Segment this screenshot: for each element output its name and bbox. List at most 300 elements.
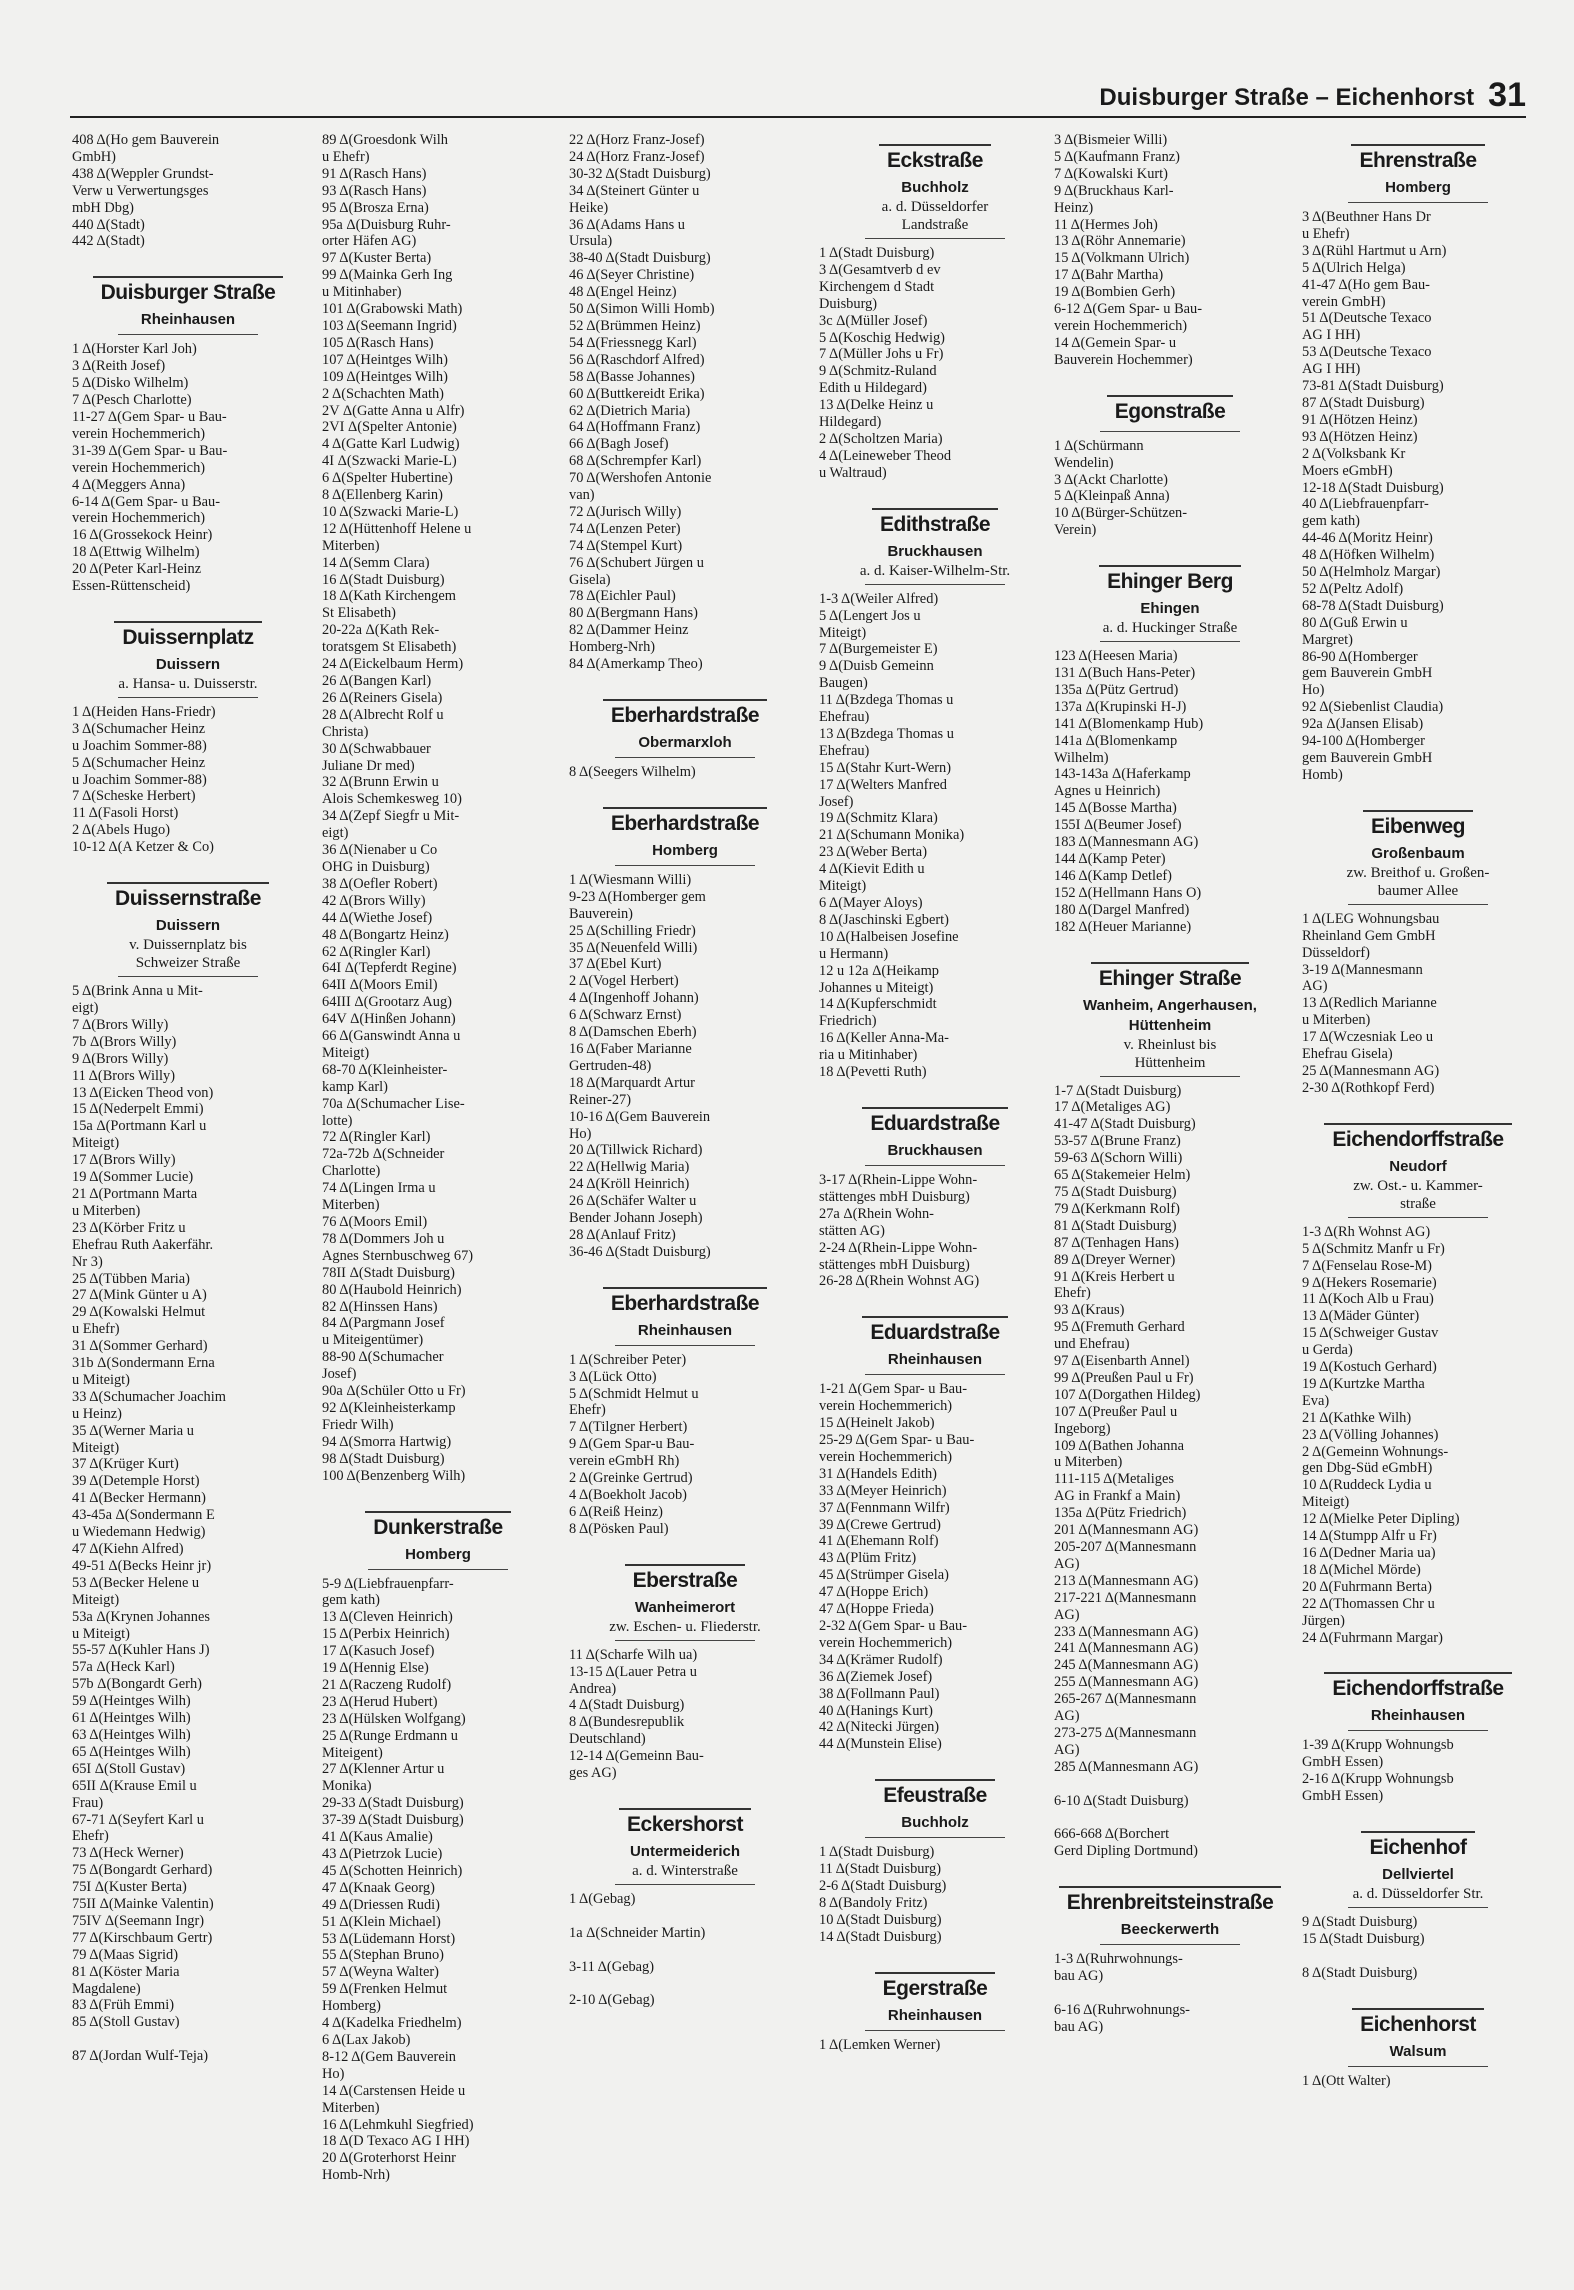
owner-entry: 74 Δ(Lingen Irma u <box>322 1180 436 1197</box>
owner-entry: 17 Δ(Kasuch Josef) <box>322 1643 435 1660</box>
owner-entry: u Joachim Sommer-88) <box>72 737 207 754</box>
owner-entry: 8 Δ(Damschen Eberh) <box>569 1024 697 1041</box>
owner-entry: 53 Δ(Becker Helene u <box>72 1574 200 1591</box>
street-name: Ehinger Straße <box>1091 962 1249 994</box>
street-heading <box>72 882 304 977</box>
street-range: a. d. Düsseldorfer Str. <box>1352 1886 1484 1903</box>
owner-entry: 88-90 Δ(Schumacher <box>322 1349 444 1366</box>
owner-entry: 81 Δ(Stadt Duisburg) <box>1054 1217 1177 1234</box>
owner-entry: 75II Δ(Mainke Valentin) <box>72 1896 214 1913</box>
owner-entry: 28 Δ(Anlauf Fritz) <box>569 1226 676 1243</box>
street-range: a. d. Winterstraße <box>632 1862 738 1879</box>
owner-entry: 56 Δ(Raschdorf Alfred) <box>569 351 705 368</box>
heading-rule <box>615 865 754 866</box>
owner-entry: 38 Δ(Oefler Robert) <box>322 875 438 892</box>
owner-entry: 93 Δ(Rasch Hans) <box>322 182 427 199</box>
owner-entry: Baugen) <box>819 675 868 692</box>
owner-entry: 19 Δ(Hennig Else) <box>322 1660 429 1677</box>
heading-rule <box>865 2030 1004 2031</box>
street-name: Egerstraße <box>875 1972 996 2004</box>
owner-entry: 5 Δ(Schumacher Heinz <box>72 754 206 771</box>
owner-entry: 11 Δ(Scharfe Wilh ua) <box>569 1646 698 1663</box>
owner-entry: 213 Δ(Mannesmann AG) <box>1054 1572 1199 1589</box>
owner-entry: 73 Δ(Heck Werner) <box>72 1845 184 1862</box>
street-name: Eduardstraße <box>862 1107 1007 1139</box>
district-name: Rheinhausen <box>887 1351 983 1369</box>
owner-entry: 15 Δ(Stahr Kurt-Wern) <box>819 759 951 776</box>
owner-entry: 48 Δ(Bongartz Heinz) <box>322 926 449 943</box>
owner-entry: 107 Δ(Heintges Wilh) <box>322 351 448 368</box>
owner-entry: 2 Δ(Abels Hugo) <box>72 822 170 839</box>
heading-rule <box>865 1837 1004 1838</box>
owner-entry: 25 Δ(Schilling Friedr) <box>569 922 696 939</box>
owner-entry: 4 Δ(Stadt Duisburg) <box>569 1697 685 1714</box>
heading-rule <box>118 334 257 335</box>
street-heading <box>819 1972 1051 2031</box>
owner-entry: 1a Δ(Schneider Martin) <box>569 1924 706 1941</box>
owner-entry: Josef) <box>819 793 854 810</box>
owner-entry: 60 Δ(Buttkereidt Erika) <box>569 385 705 402</box>
owner-entry: Johannes u Miteigt) <box>819 979 934 996</box>
owner-entry: 2 Δ(Greinke Gertrud) <box>569 1470 693 1487</box>
street-range: a. d. Huckinger Straße <box>1102 620 1238 637</box>
owner-entry: 131 Δ(Buch Hans-Peter) <box>1054 665 1196 682</box>
owner-entry: 25-29 Δ(Gem Spar- u Bau- <box>819 1432 975 1449</box>
owner-entry: 3 Δ(Reith Josef) <box>72 358 166 375</box>
owner-entry: Verw u Verwertungsges <box>72 182 209 199</box>
street-name: Edithstraße <box>872 508 998 540</box>
street-name: Eberstraße <box>625 1564 746 1596</box>
street-name: Ehinger Berg <box>1099 565 1241 597</box>
street-heading <box>1302 1831 1534 1908</box>
owner-entry: 201 Δ(Mannesmann AG) <box>1054 1522 1199 1539</box>
district-name: Rheinhausen <box>140 311 236 329</box>
street-name: Efeustraße <box>875 1779 995 1811</box>
owner-entry: 245 Δ(Mannesmann AG) <box>1054 1657 1199 1674</box>
owner-entry: verein eGmbH Rh) <box>569 1453 680 1470</box>
owner-entry: van) <box>569 487 595 504</box>
owner-entry: 7 Δ(Tilgner Herbert) <box>569 1419 688 1436</box>
street-name: Eberhardstraße <box>603 807 767 839</box>
owner-entry: ges AG) <box>569 1765 617 1782</box>
column-5 <box>1054 132 1286 2272</box>
owner-entry: u Waltraud) <box>819 464 887 481</box>
owner-entry: 7 Δ(Brors Willy) <box>72 1016 169 1033</box>
owner-entry: 23 Δ(Hülsken Wolfgang) <box>322 1710 466 1727</box>
district-name: Ehingen <box>1140 600 1200 618</box>
owner-entry: 41-47 Δ(Stadt Duisburg) <box>1054 1116 1196 1133</box>
owner-entry: 1 Δ(Gebag) <box>569 1890 636 1907</box>
owner-entry: 64I Δ(Tepferdt Regine) <box>322 960 457 977</box>
owner-entry: 141 Δ(Blomenkamp Hub) <box>1054 715 1204 732</box>
owner-entry: 34 Δ(Krämer Rudolf) <box>819 1651 943 1668</box>
street-heading <box>1054 962 1286 1077</box>
owner-entry: 62 Δ(Ringler Karl) <box>322 943 431 960</box>
owner-entry: 75 Δ(Stadt Duisburg) <box>1054 1183 1177 1200</box>
owner-entry: 89 Δ(Dreyer Werner) <box>1054 1251 1176 1268</box>
owner-entry: 5 Δ(Kaufmann Franz) <box>1054 148 1180 165</box>
owner-entry: 78 Δ(Dommers Joh u <box>322 1230 445 1247</box>
owner-entry: 7b Δ(Brors Willy) <box>72 1033 177 1050</box>
owner-entry: 31-39 Δ(Gem Spar- u Bau- <box>72 442 228 459</box>
street-name: Egonstraße <box>1107 395 1234 427</box>
owner-entry: 11 Δ(Koch Alb u Frau) <box>1302 1291 1434 1308</box>
owner-entry: 2-10 Δ(Gebag) <box>569 1992 655 2009</box>
owner-entry: 4 Δ(Leineweber Theod <box>819 447 952 464</box>
street-name: Eichenhof <box>1361 1831 1474 1863</box>
owner-entry: 5-9 Δ(Liebfrauenpfarr- <box>322 1575 454 1592</box>
owner-entry: Ehefrau) <box>819 742 870 759</box>
owner-entry: 58 Δ(Basse Johannes) <box>569 368 695 385</box>
heading-rule <box>118 976 257 977</box>
owner-entry: eigt) <box>72 1000 99 1016</box>
heading-rule <box>865 584 1004 585</box>
owner-entry: 15 Δ(Volkmann Ulrich) <box>1054 250 1190 267</box>
owner-entry: 1-3 Δ(Weiler Alfred) <box>819 590 939 607</box>
owner-entry: Ehefr) <box>1054 1285 1091 1302</box>
owner-entry: 59 Δ(Heintges Wilh) <box>72 1693 191 1710</box>
district-name: Obermarxloh <box>638 734 732 751</box>
owner-entry: 442 Δ(Stadt) <box>72 233 145 250</box>
owner-entry: 65 Δ(Heintges Wilh) <box>72 1743 191 1760</box>
owner-entry: 3 Δ(Beuthner Hans Dr <box>1302 209 1431 225</box>
owner-entry: 72 Δ(Ringler Karl) <box>322 1129 431 1146</box>
owner-entry: 75I Δ(Kuster Berta) <box>72 1879 187 1896</box>
column-3 <box>569 132 801 2272</box>
owner-entry: lotte) <box>322 1112 353 1129</box>
owner-entry: 95 Δ(Fremuth Gerhard <box>1054 1319 1185 1336</box>
owner-entry: 13 Δ(Redlich Marianne <box>1302 995 1437 1012</box>
owner-entry: 8 Δ(Seegers Wilhelm) <box>569 764 696 780</box>
owner-entry: 25 Δ(Runge Erdmann u <box>322 1727 458 1744</box>
owner-entry: toratsgem St Elisabeth) <box>322 639 457 656</box>
owner-entry: 3 Δ(Bismeier Willi) <box>1054 132 1168 148</box>
heading-rule <box>1100 1076 1239 1077</box>
owner-entry: Rheinland Gem GmbH <box>1302 927 1436 944</box>
owner-entry: 91 Δ(Hötzen Heinz) <box>1302 411 1418 428</box>
owner-entry: 180 Δ(Dargel Manfred) <box>1054 901 1190 918</box>
owner-entry: 21 Δ(Kathke Wilh) <box>1302 1409 1412 1426</box>
owner-entry: u Mitinhaber) <box>322 284 402 301</box>
owner-entry: Reiner-27) <box>569 1091 632 1108</box>
owner-entry: 45 Δ(Strümper Gisela) <box>819 1567 949 1584</box>
owner-entry: 36-46 Δ(Stadt Duisburg) <box>569 1243 711 1260</box>
owner-entry: 18 Δ(Ettwig Wilhelm) <box>72 544 200 561</box>
owner-entry: 13 Δ(Mäder Günter) <box>1302 1308 1420 1325</box>
owner-entry: Eva) <box>1302 1392 1330 1409</box>
owner-entry: 2-30 Δ(Rothkopf Ferd) <box>1302 1079 1435 1096</box>
owner-entry: 99 Δ(Mainka Gerh Ing <box>322 267 453 284</box>
owner-entry: 144 Δ(Kamp Peter) <box>1054 851 1166 867</box>
owner-entry: 40 Δ(Hanings Kurt) <box>819 1702 933 1719</box>
district-name: Homberg <box>405 1545 471 1563</box>
street-name: Ehrenbreitsteinstraße <box>1059 1886 1282 1918</box>
owner-entry: 8 Δ(Ellenberg Karin) <box>322 487 443 504</box>
owner-entry: orter Häfen AG) <box>322 233 417 250</box>
owner-entry: Nr 3) <box>72 1253 103 1270</box>
owner-entry: 19 Δ(Sommer Lucie) <box>72 1169 194 1186</box>
owner-entry: 79 Δ(Maas Sigrid) <box>72 1946 178 1963</box>
district-name: Buchholz <box>901 179 969 196</box>
district-name: Duissern <box>155 655 221 673</box>
owner-entry: 6 Δ(Lax Jakob) <box>322 2031 411 2048</box>
owner-entry: 101 Δ(Grabowski Math) <box>322 301 463 318</box>
owner-entry: 13 Δ(Röhr Annemarie) <box>1054 233 1186 250</box>
owner-entry: 65 Δ(Stakemeier Helm) <box>1054 1167 1191 1184</box>
owner-entry: 4 Δ(Boekholt Jacob) <box>569 1487 687 1503</box>
owner-entry: 109 Δ(Bathen Johanna <box>1054 1437 1184 1454</box>
owner-entry: 26 Δ(Bangen Karl) <box>322 673 432 689</box>
owner-entry: 47 Δ(Hoppe Erich) <box>819 1584 929 1601</box>
owner-entry: 52 Δ(Brümmen Heinz) <box>569 317 701 334</box>
owner-entry: 53a Δ(Krynen Johannes <box>72 1608 210 1625</box>
owner-entry: Ehefrau Ruth Aakerfähr. <box>72 1236 214 1253</box>
owner-entry: 155I Δ(Beumer Josef) <box>1054 817 1182 834</box>
street-heading <box>72 621 304 698</box>
owner-entry: Bender Johann Joseph) <box>569 1210 703 1227</box>
owner-entry: 20 Δ(Tillwick Richard) <box>569 1142 703 1159</box>
owner-entry: 66 Δ(Ganswindt Anna u <box>322 1028 461 1045</box>
owner-entry: 9 Δ(Bruckhaus Karl- <box>1054 182 1174 199</box>
owner-entry: 74 Δ(Lenzen Peter) <box>569 520 681 537</box>
owner-entry: 25 Δ(Tübben Maria) <box>72 1270 190 1287</box>
owner-entry: 3 Δ(Ackt Charlotte) <box>1054 471 1168 488</box>
owner-entry: 45 Δ(Schotten Heinrich) <box>322 1862 463 1879</box>
owner-entry: 59 Δ(Frenken Helmut <box>322 1981 448 1998</box>
owner-entry: GmbH) <box>72 148 116 165</box>
owner-entry: 15a Δ(Portmann Karl u <box>72 1118 207 1135</box>
owner-entry: 35 Δ(Neuenfeld Willi) <box>569 939 698 956</box>
owner-entry: 19 Δ(Schmitz Klara) <box>819 810 938 827</box>
heading-rule <box>1348 202 1487 203</box>
street-heading <box>819 144 1051 239</box>
owner-entry: 4 Δ(Meggers Anna) <box>72 476 186 493</box>
owner-entry: 9 Δ(Schmitz-Ruland <box>819 363 937 380</box>
owner-entry: 10 Δ(Ruddeck Lydia u <box>1302 1477 1432 1494</box>
street-heading <box>322 1511 554 1570</box>
owner-entry: 90a Δ(Schüler Otto u Fr) <box>322 1383 466 1400</box>
owner-entry: Verein) <box>1054 522 1097 539</box>
owner-entry: Heinz) <box>1054 199 1094 216</box>
owner-entry: 438 Δ(Weppler Grundst- <box>72 165 214 182</box>
owner-entry: 4 Δ(Ingenhoff Johann) <box>569 990 699 1007</box>
owner-entry: AG) <box>1054 1606 1080 1623</box>
owner-entry: 51 Δ(Klein Michael) <box>322 1913 441 1930</box>
owner-entry: u Joachim Sommer-88) <box>72 771 207 788</box>
owner-entry: gem Bauverein GmbH <box>1302 665 1433 682</box>
owner-entry: 66 Δ(Bagh Josef) <box>569 436 669 453</box>
owner-entry: 38-40 Δ(Stadt Duisburg) <box>569 250 711 267</box>
owner-entry: 87 Δ(Stadt Duisburg) <box>1302 394 1425 411</box>
owner-entry: 137a Δ(Krupinski H-J) <box>1054 698 1187 715</box>
owner-entry: 10 Δ(Szwacki Marie-L) <box>322 503 459 520</box>
street-range: zw. Eschen- u. Fliederstr. <box>609 1618 761 1635</box>
owner-entry: Ehefrau Gisela) <box>1302 1046 1393 1063</box>
district-name: Dellviertel <box>1382 1866 1454 1884</box>
street-name: Eberhardstraße <box>603 699 767 731</box>
owner-entry: 14 Δ(Stadt Duisburg) <box>819 1928 942 1945</box>
owner-entry: Ho) <box>569 1125 592 1142</box>
owner-entry: 74 Δ(Stempel Kurt) <box>569 537 683 554</box>
owner-entry: verein Hochemmerich) <box>819 1448 953 1465</box>
owner-entry: 91 Δ(Kreis Herbert u <box>1054 1268 1175 1285</box>
owner-entry: 36 Δ(Nienaber u Co <box>322 842 438 859</box>
owner-entry: 47 Δ(Hoppe Frieda) <box>819 1601 934 1618</box>
heading-rule <box>865 1165 1004 1166</box>
owner-entry: 31b Δ(Sondermann Erna <box>72 1355 215 1372</box>
owner-entry: Gerd Dipling Dortmund) <box>1054 1843 1198 1860</box>
owner-entry: GmbH Essen) <box>1302 1788 1384 1805</box>
heading-rule <box>615 1345 754 1346</box>
owner-entry: 8 Δ(Bundesrepublik <box>569 1714 685 1731</box>
owner-entry: 93 Δ(Kraus) <box>1054 1302 1125 1319</box>
owner-entry: 47 Δ(Kiehn Alfred) <box>72 1541 184 1557</box>
owner-entry: Homberg) <box>322 1998 381 2015</box>
owner-entry: Ehefrau) <box>819 709 870 726</box>
owner-entry: 29-33 Δ(Stadt Duisburg) <box>322 1795 464 1812</box>
owner-entry: stättenges mbH Duisburg) <box>819 1256 970 1273</box>
owner-entry: 57 Δ(Weyna Walter) <box>322 1964 439 1981</box>
owner-entry: 37 Δ(Krüger Kurt) <box>72 1456 179 1473</box>
owner-entry: 3 Δ(Rühl Hartmut u Arn) <box>1302 242 1447 259</box>
owner-entry: 3-17 Δ(Rhein-Lippe Wohn- <box>819 1171 978 1188</box>
owner-entry: 141a Δ(Blomenkamp <box>1054 732 1178 749</box>
owner-entry: 6 Δ(Spelter Hubertine) <box>322 470 453 487</box>
owner-entry: 84 Δ(Pargmann Josef <box>322 1315 445 1332</box>
owner-entry: 666-668 Δ(Borchert <box>1054 1826 1170 1843</box>
owner-entry: Bauverein) <box>569 905 633 922</box>
owner-entry: 99 Δ(Preußen Paul u Fr) <box>1054 1369 1194 1386</box>
owner-entry: und Ehefrau) <box>1054 1336 1130 1353</box>
owner-entry: 55 Δ(Stephan Bruno) <box>322 1947 444 1964</box>
owner-entry: Miteigent) <box>322 1744 383 1761</box>
owner-entry: Margret) <box>1302 631 1353 648</box>
owner-entry: 95a Δ(Duisburg Ruhr- <box>322 216 451 233</box>
owner-entry: mbH Dbg) <box>72 199 134 216</box>
owner-entry: 265-267 Δ(Mannesmann <box>1054 1691 1197 1708</box>
owner-entry: 183 Δ(Mannesmann AG) <box>1054 834 1199 851</box>
owner-entry: 46 Δ(Seyer Christine) <box>569 267 695 284</box>
owner-entry: 7 Δ(Pesch Charlotte) <box>72 392 192 409</box>
owner-entry: 10 Δ(Bürger-Schützen- <box>1054 505 1187 522</box>
running-head <box>70 72 1526 118</box>
owner-entry: ria u Mitinhaber) <box>819 1047 918 1064</box>
owner-entry: 80 Δ(Guß Erwin u <box>1302 614 1408 631</box>
owner-entry: 32 Δ(Brunn Erwin u <box>322 774 439 791</box>
column-6 <box>1302 132 1534 2272</box>
owner-entry: 6-16 Δ(Ruhrwohnungs- <box>1054 2001 1190 2018</box>
owner-entry: 4 Δ(Kadelka Friedhelm) <box>322 2015 462 2032</box>
owner-entry: 107 Δ(Preußer Paul u <box>1054 1403 1178 1420</box>
owner-entry: 18 Δ(Pevetti Ruth) <box>819 1064 927 1081</box>
heading-rule <box>865 238 1004 239</box>
owner-entry: 21 Δ(Portmann Marta <box>72 1185 198 1202</box>
owner-entry: 7 Δ(Müller Johs u Fr) <box>819 346 944 363</box>
owner-entry: 24 Δ(Eickelbaum Herm) <box>322 656 464 673</box>
owner-entry: 63 Δ(Heintges Wilh) <box>72 1726 191 1743</box>
owner-entry: 83 Δ(Früh Emmi) <box>72 1997 174 2014</box>
street-name: Duisburger Straße <box>93 276 284 308</box>
owner-entry: 5 Δ(Schmidt Helmut u <box>569 1385 699 1402</box>
owner-entry: 109 Δ(Heintges Wilh) <box>322 368 448 385</box>
street-heading <box>1054 395 1286 432</box>
owner-entry: Essen-Rüttenscheid) <box>72 578 191 595</box>
owner-entry: Friedr Wilh) <box>322 1416 394 1433</box>
owner-entry: AG) <box>1302 978 1328 995</box>
street-name: Ehrenstraße <box>1351 144 1484 176</box>
owner-entry: u Miteigt) <box>72 1371 130 1388</box>
owner-entry: 100 Δ(Benzenberg Wilh) <box>322 1467 466 1484</box>
owner-entry: u Ehefr) <box>72 1321 120 1338</box>
owner-entry: AG) <box>1054 1708 1080 1725</box>
owner-entry: 5 Δ(Disko Wilhelm) <box>72 375 189 392</box>
district-name: Homberg <box>652 841 718 859</box>
owner-entry: verein Hochemmerich) <box>72 510 206 527</box>
owner-entry: 95 Δ(Brosza Erna) <box>322 199 429 216</box>
owner-entry: 53 Δ(Deutsche Texaco <box>1302 344 1432 361</box>
owner-entry: 2-32 Δ(Gem Spar- u Bau- <box>819 1618 968 1634</box>
owner-entry: 43-45a Δ(Sondermann E <box>72 1507 215 1524</box>
owner-entry: 16 Δ(Grossekock Heinr) <box>72 527 213 544</box>
owner-entry: 11 Δ(Bzdega Thomas u <box>819 692 954 709</box>
owner-entry: 23 Δ(Körber Fritz u <box>72 1219 186 1236</box>
owner-entry: 20 Δ(Groterhorst Heinr <box>322 2150 456 2167</box>
owner-entry: 14 Δ(Semm Clara) <box>322 554 430 571</box>
owner-entry: Miteigt) <box>322 1044 370 1061</box>
street-heading <box>1302 2008 1534 2067</box>
column-2 <box>322 132 554 2272</box>
owner-entry: 12 u 12a Δ(Heikamp <box>819 962 939 979</box>
owner-entry: 4I Δ(Szwacki Marie-L) <box>322 453 457 470</box>
heading-rule <box>1348 2066 1487 2067</box>
owner-entry: 205-207 Δ(Mannesmann <box>1054 1539 1197 1555</box>
owner-entry: 24 Δ(Horz Franz-Josef) <box>569 148 705 165</box>
owner-entry: 92 Δ(Siebenlist Claudia) <box>1302 699 1444 716</box>
street-name: Duissernstraße <box>107 882 269 914</box>
owner-entry: 40 Δ(Liebfrauenpfarr- <box>1302 496 1429 513</box>
owner-entry: 1 Δ(Ott Walter) <box>1302 2072 1391 2089</box>
owner-entry: 93 Δ(Hötzen Heinz) <box>1302 428 1418 445</box>
owner-entry: 21 Δ(Schumann Monika) <box>819 827 965 844</box>
owner-entry: AG I HH) <box>1302 361 1361 378</box>
owner-entry: 1-3 Δ(Rh Wohnst AG) <box>1302 1223 1431 1240</box>
owner-entry: 3 Δ(Schumacher Heinz <box>72 720 206 737</box>
owner-entry: 2 Δ(Gemeinn Wohnungs- <box>1302 1443 1449 1460</box>
owner-entry: 146 Δ(Kamp Detlef) <box>1054 867 1172 884</box>
street-name: Eckstraße <box>879 144 991 176</box>
owner-entry: 17 Δ(Bahr Martha) <box>1054 267 1164 284</box>
owner-entry: Monika) <box>322 1778 372 1795</box>
owner-entry: 59-63 Δ(Schorn Willi) <box>1054 1150 1183 1167</box>
street-heading <box>819 1107 1051 1166</box>
owner-entry: 37 Δ(Fennmann Wilfr) <box>819 1499 950 1516</box>
owner-entry: 5 Δ(Brink Anna u Mit- <box>72 983 203 1000</box>
street-heading <box>819 1316 1051 1375</box>
owner-entry: 12-14 Δ(Gemeinn Bau- <box>569 1748 704 1765</box>
owner-entry: 5 Δ(Lengert Jos u <box>819 607 921 624</box>
owner-entry: 23 Δ(Völling Johannes) <box>1302 1426 1439 1443</box>
street-name: Eichendorffstraße <box>1324 1672 1511 1704</box>
owner-entry: 62 Δ(Dietrich Maria) <box>569 402 691 419</box>
owner-entry: Miteigt) <box>72 1135 120 1152</box>
owner-entry: 1 Δ(Lemken Werner) <box>819 2036 941 2053</box>
owner-entry: 5 Δ(Schmitz Manfr u Fr) <box>1302 1240 1445 1257</box>
district-name: Neudorf <box>1389 1157 1447 1175</box>
street-heading <box>1302 1672 1534 1731</box>
owner-entry: AG) <box>1054 1741 1080 1758</box>
owner-entry: 65I Δ(Stoll Gustav) <box>72 1760 186 1777</box>
street-heading <box>1302 144 1534 203</box>
